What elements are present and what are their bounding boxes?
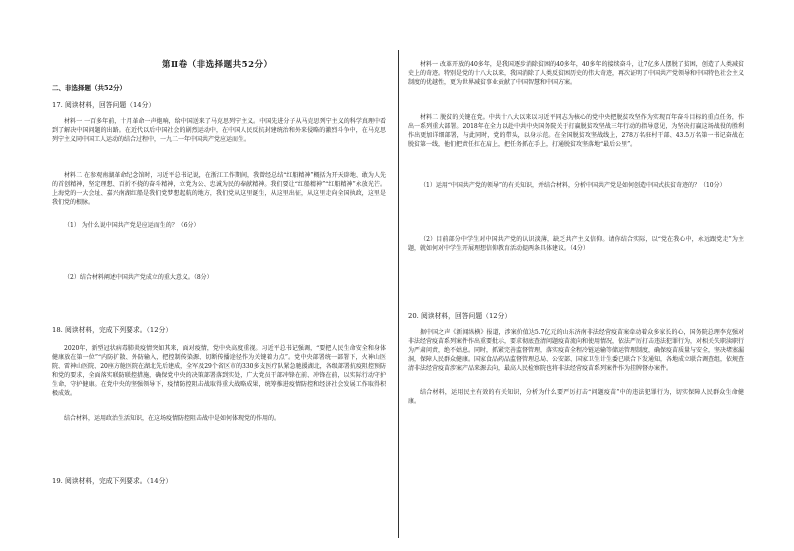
column-divider <box>398 50 399 538</box>
question-20-material: 据中国之声《新闻纵横》报道，涉案价值达5.7亿元的山东济南非法经营疫苗案牵动着众多家长的心，国务院总理李克强对非法经营疫苗系列案件作出重要批示，要求彻底查清问题疫苗流向和使用情况，依法严厉打击违法犯罪行为，对相关失职渎职行为严肃问责，绝不姑息。同时，抓紧完善监督管理，落实疫苗全程冷链运输等储运管理制度，确保疫苗质量与安全，坚决堵塞漏洞，保障人民群众健康。国家食品药品监督管理总局、公安部、国家卫生计生委已联合下发通知，各地成立联合调查组，依规查清非法经营疫苗涉案产品来源去向，最高人民检察院也将非法经营疫苗系列案件作为挂牌督办案件。 <box>408 329 745 372</box>
section-heading: 二、非选择题（共52分） <box>52 84 127 92</box>
question-19-sub-1: （1）运用“中国共产党的领导”的有关知识，并结合材料，分析中国共产党是如何创造中国式扶贫奇迹的？（10分） <box>420 182 726 189</box>
question-19-heading: 19. 阅读材料，完成下列要求。（14分） <box>52 477 173 485</box>
question-20-heading: 20. 阅读材料，回答问题（12分） <box>408 312 512 320</box>
question-19-sub-2: （2）目前部分中学生对中国共产党的认识淡薄，缺乏共产主义信仰。请你结合实际，以“党在我心中，永远跟党走”为主题，就如何对中学生开展理想信仰教育活动提两条具体建议。（4分） <box>408 236 744 252</box>
paper-title: 第Ⅱ卷（非选择题共52分） <box>162 60 273 70</box>
question-18-task: 结合材料，运用政治生活知识，在这场疫情防控阻击战中是如何体现党的作用的。 <box>64 415 281 422</box>
question-17-material-1: 材料一 一百多年前，十月革命一声炮响，给中国送来了马克思列宁主义。中国先进分子从马克思列宁主义的科学真理中看到了解决中国问题的出路。在近代以后中国社会的剧烈运动中，在中国人民反抗封建统治和外来侵略的激烈斗争中，在马克思列宁主义同中国工人运动的结合过程中，一九二一年中国共产党应运而生。 <box>52 118 386 143</box>
question-18-heading: 18. 阅读材料，完成下列要求。（12分） <box>52 326 173 334</box>
question-17-heading: 17. 阅读材料，回答问题（14分） <box>52 101 156 109</box>
question-17-sub-2: （2）结合材料阐述中国共产党成立的重大意义。（8分） <box>64 274 213 281</box>
question-17-sub-1: （1） 为什么说中国共产党是应运而生的？（6分） <box>64 222 200 229</box>
question-19-material-1: 材料一 改革开放的40多年，是我国逐步消除贫困的40多年，40多年的接续奋斗，让7亿多人摆脱了贫困，创造了人类减贫史上的奇迹。特别是党的十八大以来，我国消除了人类反贫困历史的伟大奇迹，再次证明了中国共产党领导和中国特色社会主义制度的优越性，更为世界减贫事业贡献了中国智慧和中国方案。 <box>408 61 745 86</box>
question-20-task: 结合材料，运用民主有效的有关知识，分析为什么要严厉打击“问题疫苗”中的违法犯罪行为，切实保障人民群众生命健康。 <box>408 389 744 405</box>
question-17-material-2: 材料二 在参观南湖革命纪念馆时，习近平总书记说，在浙江工作期间，我曾经总结“红船精神”概括为开天辟地、敢为人先的首创精神，坚定理想、百折不挠的奋斗精神，立党为公、忠诚为民的奉献精神。我们要让“红船精神”“红船精神”永放光芒。上海党的一大会址、嘉兴南湖红船是我们党梦想起航的地方，我们党从这里诞生，从这里出征，从这里走向全国执政，这里是我们党的根脉。 <box>52 172 386 206</box>
question-18-material: 2020年，新型冠状病毒肺炎疫情突如其来，面对疫情，党中央高度重视。习近平总书记强调，“要把人民生命安全和身体健康放在第一位”“内防扩散、外防输入，把控制传染源、切断传播途径作为关键着力点”。党中央部署统一部署下，火神山医院、雷神山医院、20座方舱医院在湖北先后建成，全军及29个省区市的330多支医疗队紧急驰援湖北，各级部署抗疫阻控预防和党的要求，全面落实联防联控措施，确保党中央的决策部署落到实处，广大党员干部冲锋在前、冲锋在前，以实际行动守护生命，守护健康。在党中央的坚强领导下，疫情防控阻击战取得重大战略成果，统筹推进疫情防控和经济社会发展工作取得积极成效。 <box>52 345 386 397</box>
question-19-material-2: 材料二 脱贫的关键在党。中共十八大以来以习近平同志为核心的党中央把脱贫攻坚作为实现百年奋斗目标的重点任务，作出一系列重大部署。2018年在全力以赴中共中央国务院关于打赢脱贫攻坚战三年行动的指导意见，为坚决打赢这场战役的胜利作出更加详细部署，与此同时，党的带头，以身示范。在全国脱贫攻坚战线上，278万名驻村干部、43.5万名第一书记奋战在脱贫第一线，他们把责任扛在肩上，把任务抓在手上，打通脱贫攻坚落地“最后公里”。 <box>408 114 744 148</box>
